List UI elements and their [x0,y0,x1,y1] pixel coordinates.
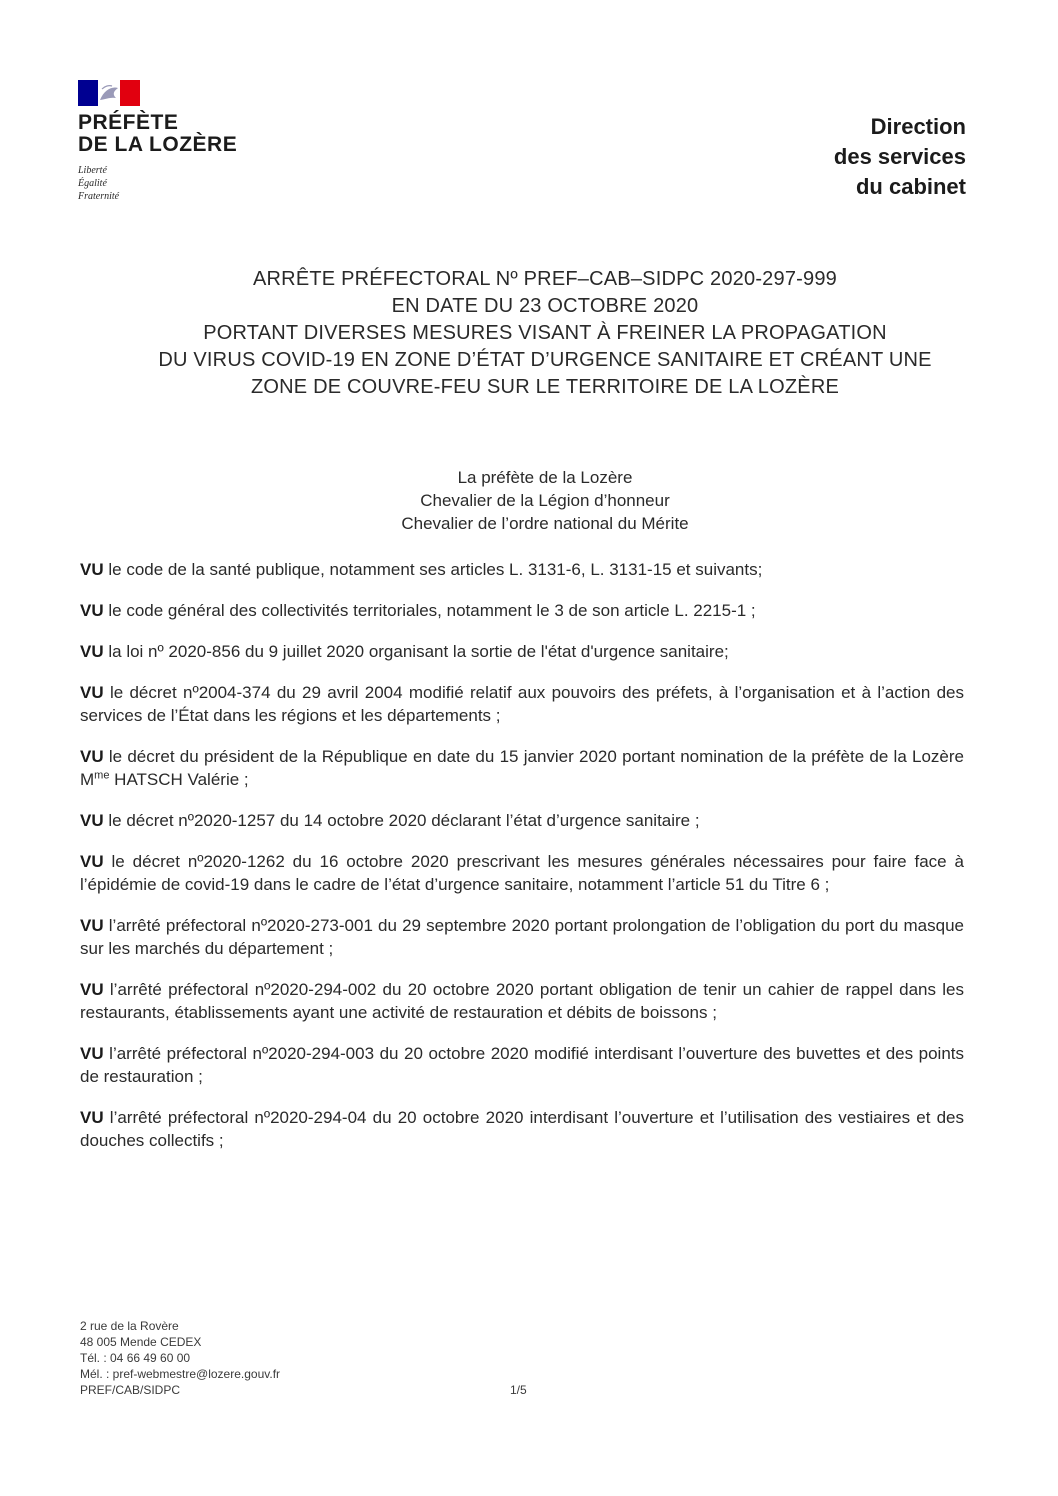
consideration-item [80,745,964,791]
vu-label: VU [80,1108,104,1127]
title-line-4: DU VIRUS COVID-19 EN ZONE D’ÉTAT D’URGENCE SANITAIRE ET CRÉANT UNE [158,349,932,371]
prefecture-logo [78,80,298,203]
consideration-item [80,558,964,581]
logo-line-1: PRÉFÈTE [78,111,179,134]
logo-line-2: DE LA LOZÈRE [78,133,238,156]
vu-label: VU [80,852,104,871]
vu-label: VU [80,811,104,830]
consideration-text: le décret nº2020-1262 du 16 octobre 2020 prescrivant les mesures générales nécessaires pour faire face à l’épidémie de covid-19 dans le cadre de l’état d’urgence sanitaire, notamment l’article 51 du Titre 6 ; [80,852,964,894]
consideration-item [80,1042,964,1088]
marianne-flag-icon [78,80,140,106]
consideration-text-end: HATSCH Valérie ; [109,770,249,789]
direction-heading [834,112,966,202]
consideration-item [80,1106,964,1152]
consideration-item [80,640,964,663]
footer-street: 2 rue de la Rovère [80,1319,179,1333]
vu-label: VU [80,642,104,661]
footer-email: Mél. : pref-webmestre@lozere.gouv.fr [80,1367,281,1381]
title-line-2: EN DATE DU 23 OCTOBRE 2020 [391,295,699,317]
authority-line-2: Chevalier de la Légion d’honneur [420,491,670,510]
footer-reference: PREF/CAB/SIDPC [80,1383,181,1397]
authority-line-3: Chevalier de l’ordre national du Mérite [401,514,689,533]
consideration-text: le décret nº2004-374 du 29 avril 2004 modifié relatif aux pouvoirs des préfets, à l’organisation et à l’action des services de l’État dans les régions et les départements ; [80,683,964,725]
decree-title [70,266,1020,401]
consideration-text: le décret nº2020-1257 du 14 octobre 2020 déclarant l’état d’urgence sanitaire ; [108,811,700,830]
title-line-5: ZONE DE COUVRE-FEU SUR LE TERRITOIRE DE LA LOZÈRE [250,376,840,398]
consideration-text: l’arrêté préfectoral nº2020-273-001 du 29 septembre 2020 portant prolongation de l’obligation du port du masque sur les marchés du département ; [80,916,964,958]
footer-city: 48 005 Mende CEDEX [80,1335,202,1349]
consideration-text: l’arrêté préfectoral nº2020-294-04 du 20 octobre 2020 interdisant l’ouverture et l’utilisation des vestiaires et des douches collectifs ; [80,1108,964,1150]
consideration-text: l’arrêté préfectoral nº2020-294-003 du 20 octobre 2020 modifié interdisant l’ouverture des buvettes et des points de restauration ; [80,1044,964,1086]
consideration-item [80,599,964,622]
consideration-text: l’arrêté préfectoral nº2020-294-002 du 20 octobre 2020 portant obligation de tenir un cahier de rappel dans les restaurants, établissements ayant une activité de restauration et débits de boissons ; [80,980,964,1022]
page-number: 1/5 [510,1383,527,1397]
vu-label: VU [80,601,104,620]
direction-line-2: des services [833,144,966,169]
consideration-text: le décret du président de la République en date du 15 janvier 2020 portant nomination de la préfète de la Lozère M [80,747,964,789]
motto-egalite: Égalité [78,178,107,189]
republic-motto [78,164,298,203]
consideration-item [80,681,964,727]
authority-block [220,466,870,535]
motto-fraternite: Fraternité [78,191,120,202]
consideration-item [80,914,964,960]
vu-label: VU [80,916,104,935]
vu-label: VU [80,747,104,766]
consideration-text: la loi nº 2020-856 du 9 juillet 2020 organisant la sortie de l'état d'urgence sanitaire; [108,642,729,661]
footer-phone: Tél. : 04 66 49 60 00 [80,1351,191,1365]
title-line-1: ARRÊTE PRÉFECTORAL Nº PREF–CAB–SIDPC 2020-297-999 [253,268,837,290]
motto-liberte: Liberté [78,165,107,176]
consideration-item [80,809,964,832]
vu-label: VU [80,1044,104,1063]
footer-address [80,1318,280,1398]
vu-label: VU [80,560,104,579]
consideration-item [80,978,964,1024]
title-line-3: PORTANT DIVERSES MESURES VISANT À FREINER LA PROPAGATION [203,322,887,344]
considerations-list [80,558,964,1152]
authority-line-1: La préfète de la Lozère [457,468,633,487]
consideration-text: le code de la santé publique, notamment ses articles L. 3131-6, L. 3131-15 et suivants; [108,560,763,579]
vu-label: VU [80,683,104,702]
vu-label: VU [80,980,104,999]
consideration-text: le code général des collectivités territoriales, notamment le 3 de son article L. 2215-1 ; [108,601,756,620]
consideration-superscript: me [94,769,110,782]
direction-line-1: Direction [870,114,966,139]
consideration-item [80,850,964,896]
direction-line-3: du cabinet [855,174,966,199]
